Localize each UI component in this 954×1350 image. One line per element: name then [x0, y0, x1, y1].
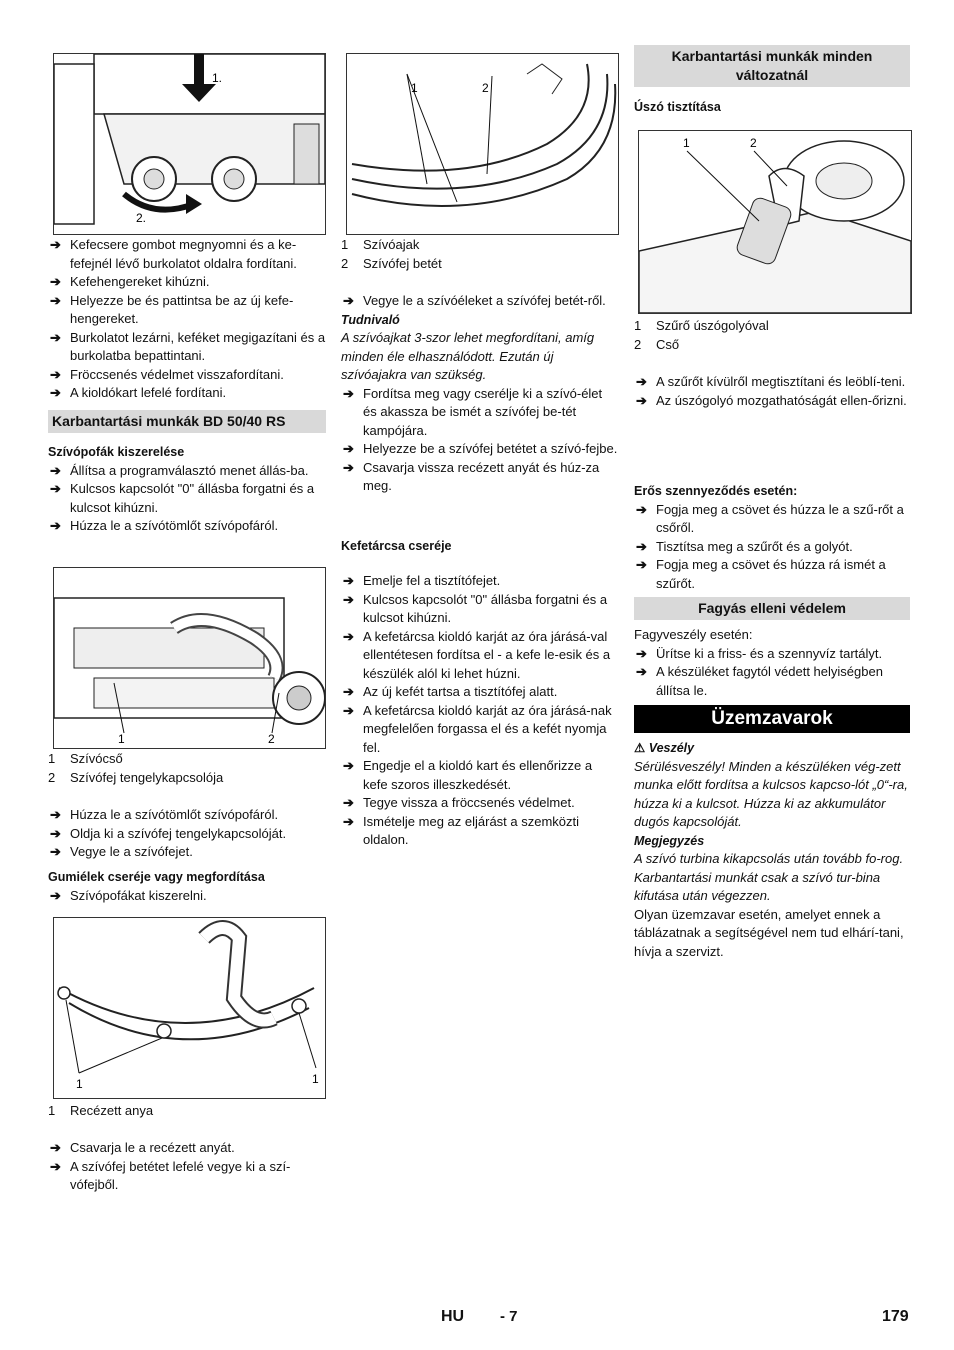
legend-item: 1 Szívócső: [48, 751, 123, 766]
list-item: ➔ Fordítsa meg vagy cserélje ki a szívó-élet és akassza be ismét a szívófej be-tét kampójára.: [343, 385, 603, 438]
list-item: ➔ Vegye le a szívóéleket a szívófej betét-ről.: [341, 292, 619, 311]
list-item: ➔ Az új kefét tartsa a tisztítófej alatt.: [341, 683, 619, 702]
fig5-label-2: 2: [750, 136, 757, 150]
fig2-legend: [48, 750, 326, 787]
footer-lang: HU: [441, 1308, 465, 1325]
arrow-icon: ➔: [50, 1140, 61, 1155]
list-item: ➔ Vegye le a szívófejet.: [48, 843, 326, 862]
rubber-lip-block: [48, 868, 326, 905]
suction-hose-illustration: [54, 568, 325, 748]
list-item: ➔ Kefecsere gombot megnyomni és a ke-fefejnél lévő burkolatot oldalra fordítani.: [50, 237, 297, 271]
legend-item: 1 Szívóajak: [341, 237, 420, 252]
arrow-icon: ➔: [343, 813, 354, 829]
float-cleaning-heading: [634, 98, 910, 117]
list-item: ➔ Fogja meg a csövet és húzza rá ismét a szűrőt.: [636, 557, 886, 591]
arrow-icon: ➔: [50, 274, 61, 289]
fig1-label-1: 1.: [212, 71, 223, 85]
arrow-icon: ➔: [50, 292, 61, 308]
footer-subpage: - 7: [500, 1308, 518, 1325]
fig2-label-2: 2: [268, 732, 275, 746]
fig3-legend: [48, 1102, 326, 1121]
arrow-icon: ➔: [636, 374, 647, 389]
legend-item: 2 Szívófej betét: [341, 255, 442, 271]
list-item: ➔ Fogja meg a csövet és húzza le a szű-rőt a csőről.: [636, 501, 904, 535]
knurled-nut-figure: [53, 917, 326, 1099]
heavy-dirt-block: [634, 482, 910, 593]
legend-item: 1 Recézett anya: [48, 1103, 154, 1118]
fig3-label-1a: 1: [76, 1077, 83, 1091]
danger-block: [634, 739, 910, 961]
suction-lip-illustration: [347, 54, 618, 234]
subheading: Kefetárcsa cseréje: [341, 539, 452, 553]
list-item: ➔ A kioldókart lefelé fordítani.: [48, 384, 326, 403]
list-item: ➔ Ürítse ki a friss- és a szennyvíz tartályt.: [634, 645, 910, 664]
arrow-icon: ➔: [50, 462, 61, 478]
list-item: ➔ Helyezze be a szívófej betétet a szívó-fejbe.: [341, 440, 619, 459]
list-item: ➔ Húzza le a szívótömlőt szívópofáról.: [48, 517, 326, 536]
arrow-icon: ➔: [50, 518, 61, 533]
arrow-icon: ➔: [50, 329, 61, 345]
arrow-icon: ➔: [50, 807, 61, 822]
arrow-icon: ➔: [50, 844, 61, 859]
float-steps: [634, 373, 910, 410]
list-item: ➔ Húzza le a szívótömlőt szívópofáról.: [48, 806, 326, 825]
note-title: Megjegyzés: [634, 833, 705, 848]
arrow-icon: ➔: [50, 887, 61, 903]
brush-cover-illustration: [54, 54, 325, 234]
list-item: ➔ Ismételje meg az eljárást a szemközti oldalon.: [343, 813, 580, 847]
arrow-icon: ➔: [50, 1158, 61, 1174]
list-item: ➔ Oldja ki a szívófej tengelykapcsolóját.: [48, 825, 326, 844]
arrow-icon: ➔: [50, 366, 61, 382]
danger-title: ⚠ Veszély: [634, 741, 695, 755]
section-title-all-variants: Karbantartási munkák minden változatnál: [634, 45, 910, 87]
arrow-icon: ➔: [343, 758, 354, 773]
list-item: ➔ A kefetárcsa kioldó karját az óra járásá-nak megfelelően forgassa el és a kefét nyomja fel.: [343, 702, 612, 755]
legend-item: 1 Szűrő úszógolyóval: [634, 318, 769, 333]
arrow-icon: ➔: [636, 557, 647, 572]
list-item: ➔ A készüléket fagytól védett helyiségben állítsa le.: [636, 664, 883, 698]
arrow-icon: ➔: [636, 538, 647, 554]
section-title-bd5040: Karbantartási munkák BD 50/40 RS: [48, 410, 326, 433]
lip-block: [341, 292, 619, 496]
list-item: ➔ Tisztítsa meg a szűrőt és a golyót.: [634, 538, 910, 557]
float-filter-illustration: [639, 131, 911, 313]
arrow-icon: ➔: [343, 293, 354, 308]
suction-hose-figure: [53, 567, 326, 749]
list-item: ➔ Állítsa a programválasztó menet állás-ba.: [48, 462, 326, 481]
suction-lip-figure: [346, 53, 619, 235]
footer-page-number: 179: [882, 1308, 909, 1325]
arrow-icon: ➔: [343, 385, 354, 401]
subheading: Gumiélek cseréje vagy megfordítása: [48, 870, 265, 884]
frost-block: [634, 626, 910, 700]
fig5-legend: [634, 317, 910, 354]
steps-brush: [48, 236, 326, 403]
list-item: ➔ Emelje fel a tisztítófejet.: [341, 572, 619, 591]
fig4-label-1: 1: [411, 81, 418, 95]
arrow-icon: ➔: [636, 645, 647, 661]
steps-remove-head: [48, 806, 326, 862]
list-item: ➔ Engedje el a kioldó kart és ellenőrizze a kefe szoros illeszkedését.: [343, 758, 593, 792]
arrow-icon: ➔: [50, 825, 61, 841]
fig2-label-1: 1: [118, 732, 125, 746]
steps-nut: [48, 1139, 326, 1195]
frost-intro: Fagyveszély esetén:: [634, 627, 753, 642]
legend-item: 2 Szívófej tengelykapcsolója: [48, 769, 224, 785]
arrow-icon: ➔: [343, 441, 354, 456]
arrow-icon: ➔: [343, 591, 354, 607]
arrow-icon: ➔: [50, 385, 61, 400]
brush-disk-block: [341, 537, 619, 556]
list-item: ➔ Fröccsenés védelmet visszafordítani.: [48, 366, 326, 385]
list-item: ➔ Szívópofákat kiszerelni.: [48, 887, 326, 906]
arrow-icon: ➔: [636, 664, 647, 679]
float-filter-figure: [638, 130, 912, 314]
warning-icon: ⚠: [634, 741, 646, 755]
list-item: ➔ Helyezze be és pattintsa be az új kefe-hengereket.: [50, 292, 294, 326]
arrow-icon: ➔: [343, 702, 354, 718]
brush-disk-steps: [341, 572, 619, 850]
subheading: Erős szennyeződés esetén:: [634, 484, 798, 498]
subheading: Úszó tisztítása: [634, 100, 721, 114]
fig1-label-2: 2.: [136, 211, 147, 225]
fig5-label-1: 1: [683, 136, 690, 150]
list-item: ➔ A szívófej betétet lefelé vegye ki a szí-vófejből.: [50, 1158, 291, 1192]
closing-text: Olyan üzemzavar esetén, amelyet ennek a táblázatnak a segítségével nem tud elhárí-tani, hívja a szervizt.: [634, 906, 904, 959]
list-item: ➔ Burkolatot lezárni, keféket megigazítani és a burkolatba bepattintani.: [50, 329, 326, 363]
arrow-icon: ➔: [343, 573, 354, 588]
fig4-legend: [341, 236, 619, 273]
list-item: ➔ Csavarja le a recézett anyát.: [48, 1139, 326, 1158]
arrow-icon: ➔: [50, 481, 61, 496]
list-item: ➔ Kulcsos kapcsolót "0" állásba forgatni és a kulcsot kihúzni.: [50, 481, 315, 515]
arrow-icon: ➔: [636, 501, 647, 517]
list-item: ➔ A szűrőt kívülről megtisztítani és leöblí-teni.: [634, 373, 910, 392]
note-text: A szívó turbina kikapcsolás után tovább fo-rog. Karbantartási munkát csak a szívó tur-bina kifutása után végezzen.: [634, 851, 904, 903]
arrow-icon: ➔: [50, 237, 61, 252]
arrow-icon: ➔: [343, 628, 354, 644]
arrow-icon: ➔: [343, 795, 354, 810]
arrow-icon: ➔: [343, 459, 354, 475]
section-title-malfunctions: Üzemzavarok: [634, 705, 910, 733]
danger-text: Sérülésveszély! Minden a készüléken vég-zett munka előtt fordítsa a kulcsos kapcso-lót „0“-ra, húzza ki a kulcsot. Húzza ki az akkumulátor dugós kapcsolóját.: [634, 758, 908, 829]
list-item: ➔ Tegye vissza a fröccsenés védelmet.: [341, 794, 619, 813]
brush-cover-figure: [53, 53, 326, 235]
list-item: ➔ A kefetárcsa kioldó karját az óra járásá-val ellentétesen fordítsa el - a kefe le-esik és a készülék alól ki lehet húzni.: [343, 628, 611, 681]
fig4-label-2: 2: [482, 81, 489, 95]
list-item: ➔ Csavarja vissza recézett anyát és húz-za meg.: [343, 459, 600, 493]
fig3-label-1b: 1: [312, 1072, 319, 1086]
note-text: A szívóajkat 3-szor lehet megfordítani, amíg minden éle elhasználódott. Ezután új szívóajakra van szükség.: [341, 330, 595, 382]
arrow-icon: ➔: [343, 684, 354, 699]
subheading: Szívópofák kiszerelése: [48, 445, 185, 459]
knurled-nut-illustration: [54, 918, 325, 1098]
list-item: ➔ Kulcsos kapcsolót "0" állásba forgatni és a kulcsot kihúzni.: [343, 591, 608, 625]
suction-removal-block: [48, 443, 326, 536]
list-item: ➔ Az úszógolyó mozgathatóságát ellen-őrizni.: [634, 392, 910, 411]
list-item: ➔ Kefehengereket kihúzni.: [48, 273, 326, 292]
section-title-frost: Fagyás elleni védelem: [634, 597, 910, 620]
note-title: Tudnivaló: [341, 312, 400, 327]
legend-item: 2 Cső: [634, 336, 680, 352]
arrow-icon: ➔: [636, 392, 647, 408]
